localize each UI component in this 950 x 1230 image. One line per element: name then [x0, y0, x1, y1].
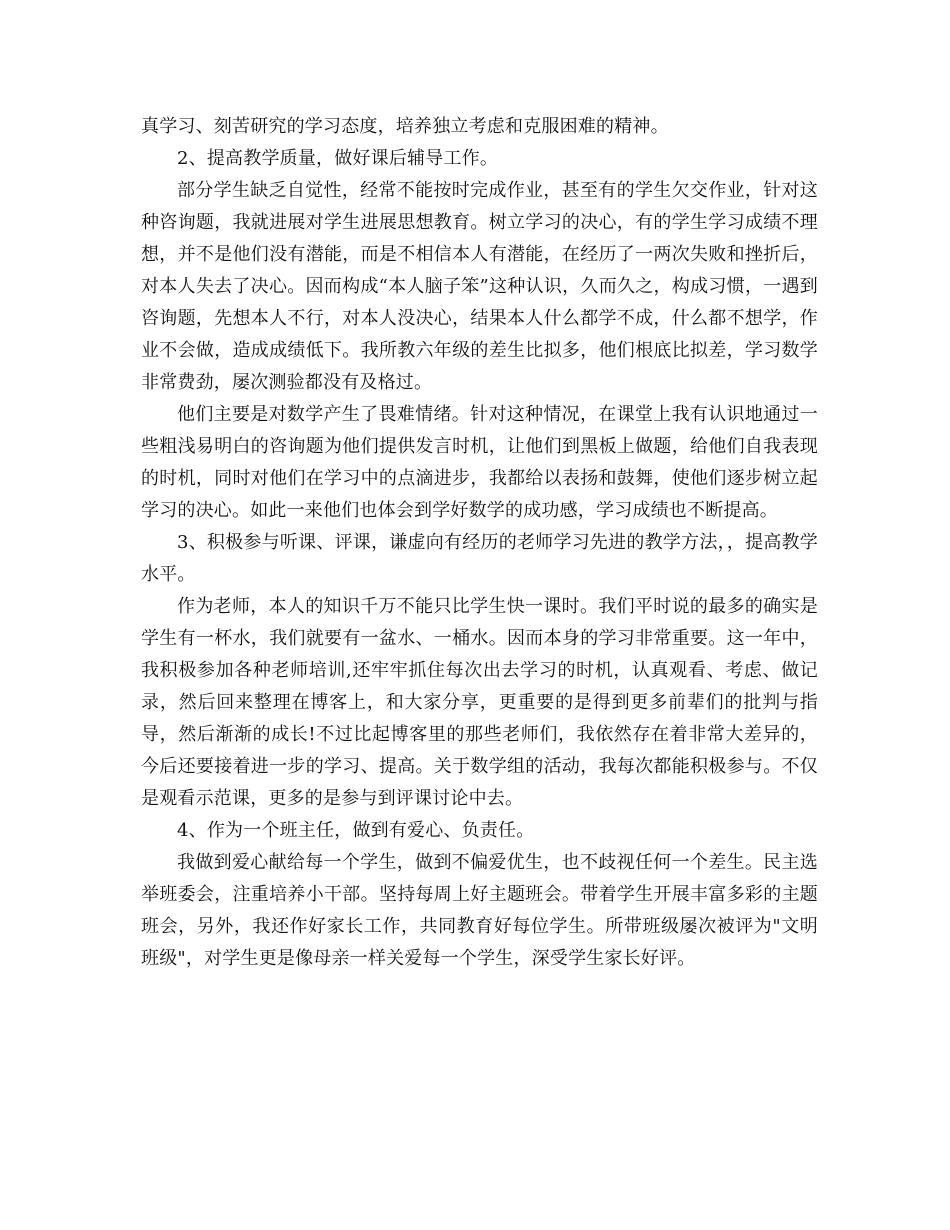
paragraph-encouragement: 他们主要是对数学产生了畏难情绪。针对这种情况，在课堂上我有认识地通过一些粗浅易明白的咨询题为他们提供发言时机，让他们到黑板上做题，给他们自我表现的时机，同时对他们在学习中的点滴进步，我都给以表扬和鼓舞，使他们逐步树立起学习的决心。如此一来他们也体会到学好数学的成功感，学习成绩也不断提高。 — [141, 404, 818, 521]
paragraph-class-teacher: 我做到爱心献给每一个学生，做到不偏爱优生，也不歧视任何一个差生。民主选举班委会，注重培养小干部。坚持每周上好主题班会。带着学生开展丰富多彩的主题班会，另外，我还作好家长工作，共同教育好每位学生。所带班级屡次被评为"文明班级"，对学生更是像母亲一样关爱每一个学生，深受学生家长好评。 — [141, 852, 818, 969]
paragraph-homework: 部分学生缺乏自觉性，经常不能按时完成作业，甚至有的学生欠交作业，针对这种咨询题，我就进展对学生进展思想教育。树立学习的决心，有的学生学习成绩不理想，并不是他们没有潜能，而是不相信本人有潜能，在经历了一两次失败和挫折后，对本人失去了决心。因而构成“本人脑子笨”这种认识，久而久之，构成习惯，一遇到咨询题，先想本人不行，对本人没决心，结果本人什么都学不成，什么都不想学，作业不会做，造成成绩低下。我所教六年级的差生比拟多，他们根底比拟差，学习数学非常费劲，屡次测验都没有及格过。 — [141, 180, 818, 393]
paragraph-self-learning: 作为老师，本人的知识千万不能只比学生快一课时。我们平时说的最多的确实是学生有一杯水，我们就要有一盆水、一桶水。因而本身的学习非常重要。这一年中，我积极参加各种老师培训,还牢牢抓住每次出去学习的时机，认真观看、考虑、做记录，然后回来整理在博客上，和大家分享，更重要的是得到更多前辈们的批判与指导，然后渐渐的成长!不过比起博客里的那些老师们，我依然存在着非常大差异的，今后还要接着进一步的学习、提高。关于数学组的活动，我每次都能积极参与。不仅是观看示范课，更多的是参与到评课讨论中去。 — [141, 596, 818, 809]
section-heading-3: 3、积极参与听课、评课，谦虚向有经历的老师学习先进的教学方法，，提高教学水平。 — [141, 532, 818, 585]
section-heading-2: 2、提高教学质量，做好课后辅导工作。 — [177, 148, 499, 169]
section-heading-4: 4、作为一个班主任，做到有爱心、负责任。 — [177, 820, 535, 841]
paragraph-continuation: 真学习、刻苦研究的学习态度，培养独立考虑和克服困难的精神。 — [141, 116, 669, 137]
document-body — [141, 111, 818, 975]
